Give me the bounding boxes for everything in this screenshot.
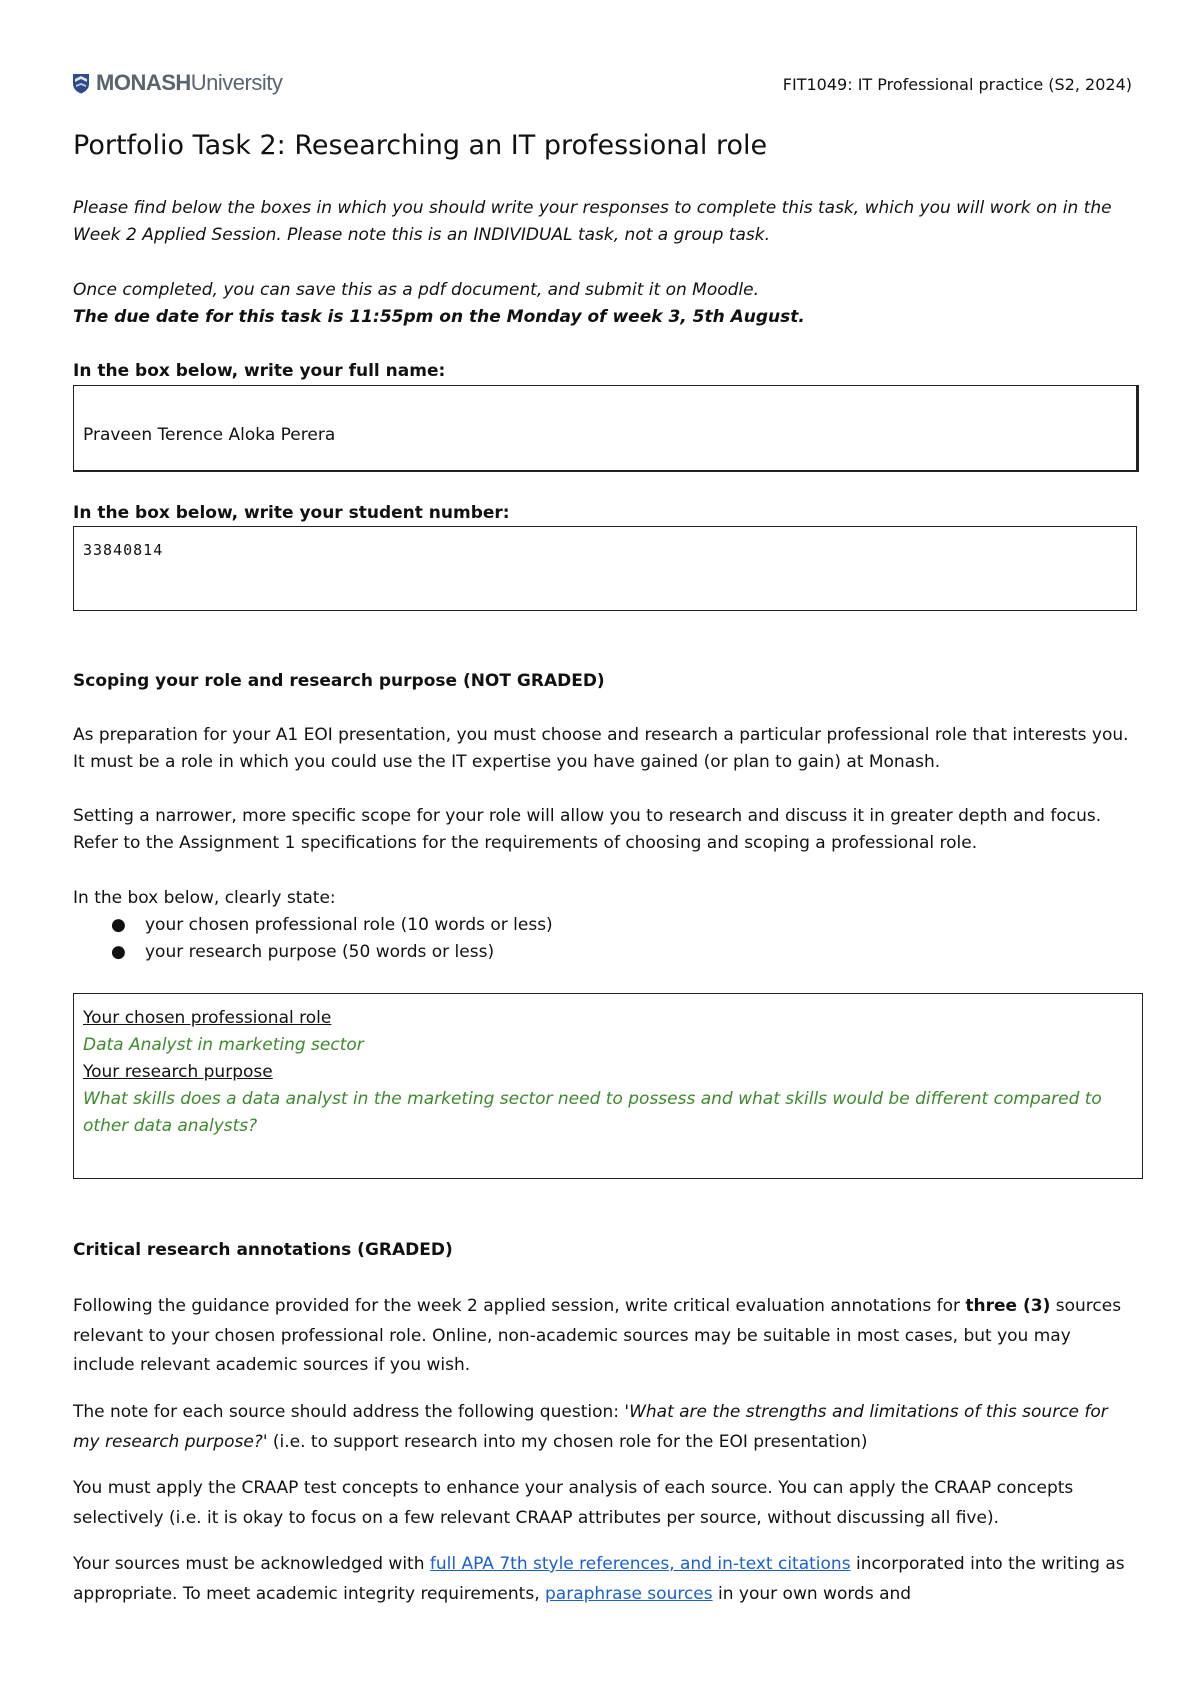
role-purpose-box[interactable] — [73, 993, 1143, 1179]
student-number-label: In the box below, write your student number: — [73, 503, 510, 523]
critical-heading: Critical research annotations (GRADED) — [73, 1240, 453, 1260]
list-item: ● your chosen professional role (10 words or less) — [73, 912, 553, 939]
critical-paragraph-1: Following the guidance provided for the week 2 applied session, write critical evaluation annotations for three (3) sources relevant to your chosen professional role. Online, non-academic sources may be suitable in most cases, but you may include relevant academic sources if you wish. — [73, 1296, 1122, 1375]
page-title: Portfolio Task 2: Researching an IT professional role — [73, 130, 768, 161]
student-number-box[interactable] — [73, 526, 1137, 611]
full-name-box[interactable] — [73, 385, 1139, 472]
purpose-value: What skills does a data analyst in the marketing sector need to possess and what skills would be different compared to other data analysts? — [83, 1089, 1102, 1136]
scoping-paragraph-1: As preparation for your A1 EOI presentation, you must choose and research a particular professional role that interests you. It must be a role in which you could use the IT expertise you have gained (or plan to gain) at Monash. — [73, 725, 1129, 772]
monash-wordmark: MONASHUniversity — [96, 70, 283, 95]
scoping-heading: Scoping your role and research purpose (NOT GRADED) — [73, 671, 605, 691]
paraphrase-sources-link[interactable]: paraphrase sources — [545, 1583, 713, 1604]
critical-paragraph-3: You must apply the CRAAP test concepts to enhance your analysis of each source. You can apply the CRAAP concepts selectively (i.e. it is okay to focus on a few relevant CRAAP attributes per source, without discussing all five). — [73, 1478, 1074, 1528]
purpose-label: Your research purpose — [83, 1062, 273, 1082]
bullet-icon: ● — [111, 942, 126, 962]
apa-reference-link[interactable]: full APA 7th style references, and in-text citations — [429, 1554, 851, 1574]
role-label: Your chosen professional role — [83, 1008, 332, 1028]
full-name-value: Praveen Terence Aloka Perera — [83, 425, 336, 445]
full-name-label: In the box below, write your full name: — [73, 361, 446, 381]
scoping-paragraph-2: Setting a narrower, more specific scope for your role will allow you to research and discuss it in greater depth and focus. Refer to the Assignment 1 specifications for the requirements of choosing and scoping a professional role. — [73, 806, 1102, 853]
role-value: Data Analyst in marketing sector — [83, 1035, 364, 1055]
course-code: FIT1049: IT Professional practice (S2, 2024) — [782, 75, 1132, 94]
due-date-note: The due date for this task is 11:55pm on the Monday of week 3, 5th August. — [73, 307, 805, 327]
intro-submit-note: Once completed, you can save this as a pdf document, and submit it on Moodle. — [73, 280, 760, 300]
critical-paragraph-4: Your sources must be acknowledged with full APA 7th style references, and in-text citations incorporated into the writing as appropriate. To meet academic integrity requirements, paraphrase sources in your own words and — [73, 1554, 1125, 1604]
scoping-bullet-list — [73, 912, 553, 966]
critical-paragraph-2: The note for each source should address the following question: 'What are the strengths and limitations of this source for my research purpose?' (i.e. to support research into my chosen role for the EOI presentation) — [73, 1402, 1108, 1452]
bullet-icon: ● — [111, 915, 126, 935]
intro-paragraph: Please find below the boxes in which you should write your responses to complete this task, which you will work on in the Week 2 Applied Session. Please note this is an INDIVIDUAL task, not a group task. — [73, 198, 1112, 245]
scoping-paragraph-3: In the box below, clearly state: — [73, 888, 336, 908]
monash-logo — [72, 70, 282, 96]
student-number-value: 33840814 — [83, 541, 164, 559]
monash-crest-icon — [72, 73, 90, 94]
list-item: ● your research purpose (50 words or less) — [73, 939, 553, 966]
